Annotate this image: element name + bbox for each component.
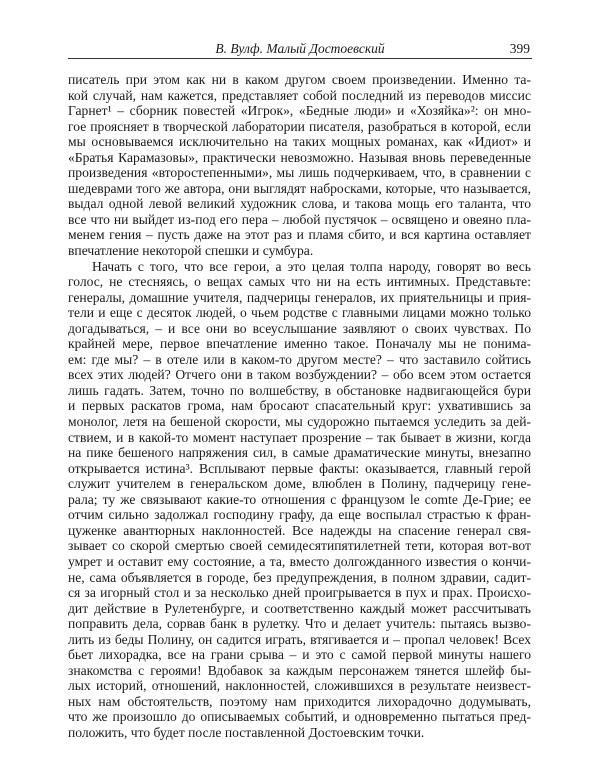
text-line: положить, что будет после поставленной Достоевским точки. [68, 724, 425, 740]
page-number: 399 [509, 41, 530, 56]
text-line: лить из беды Полину, он садится играть, втягивается и – пропал человек! Всех [68, 631, 531, 647]
text-line: ем: где мы? – в отеле или в каком-то другом месте? – что заставило сойтись [68, 351, 531, 367]
text-line: Начать с того, что все герои, а это целая толпа народу, говорят во весь [92, 258, 531, 274]
paragraph [68, 259, 531, 741]
text-line: голос, не стесняясь, о вещах самых что ни на есть интимных. Представьте: [68, 274, 531, 290]
text-line: на пике бешеного напряжения сил, в самые драматические минуты, внезапно [68, 445, 531, 461]
text-line: менем гения – пусть даже на этот раз и пламя сбито, и вся картина оставляет [68, 227, 531, 243]
text-line: все что ни выйдет из-под его пера – любой пустячок – освящено и овеяно пла- [68, 211, 531, 227]
text-line: Гарнет¹ – сборник повестей «Игрок», «Бедные люди» и «Хозяйка»²: он мно- [68, 103, 531, 119]
text-line: «Братья Карамазовы», практически невозможно. Называя вновь переведенные [68, 149, 531, 165]
text-line: писатель при этом как ни в каком другом своем произведении. Именно та- [68, 72, 531, 87]
text-line: мы основываемся исключительно на таких мощных романах, как «Идиот» и [68, 134, 531, 150]
text-line: отчим сильно задолжал господину графу, да еще воспылал страстью к фран- [68, 507, 531, 523]
text-line: не, сама объявляется в городе, без предупреждения, в полном здравии, садит- [68, 569, 531, 585]
text-line: дит действие в Рулетенбурге, и соответственно каждый может рассчитывать [68, 600, 531, 616]
running-header [68, 40, 532, 59]
text-line: ствием, и в какой-то момент наступает прозрение – так бывает в жизни, когда [68, 429, 531, 445]
text-line: произведения «второстепенными», мы лишь подчеркиваем, что, в сравнении с [68, 165, 531, 181]
text-line: всех этих людей? Отчего они в таком возбуждении? – обо всем этом остается [68, 367, 531, 383]
running-title: В. Вулф. Малый Достоевский [215, 41, 385, 56]
text-line: крайней мере, первое впечатление именно такое. Поначалу мы не понима- [68, 336, 531, 352]
text-line: лых историй, отношений, наклонностей, сложившихся в результате неизвест- [68, 678, 531, 694]
text-line: служит учителем в генеральском доме, влюблен в Полину, падчерицу гене- [68, 476, 531, 492]
text-line: впечатление некоторой спешки и сумбура. [68, 243, 314, 259]
text-line: бьет лихорадка, все на грани срыва – и это с самой первой минуты нашего [68, 647, 531, 663]
text-line: цуженке авантюрных наклонностей. Все надежды на спасение генерал свя- [68, 522, 531, 538]
text-line: ся за игорный стол и за несколько дней проигрывается в пух и прах. Происхо- [68, 585, 531, 601]
text-line: рала; ту же связывают какие-то отношения с французом le comte Де-Грие; ее [68, 491, 531, 507]
text-line: ных нам обстоятельств, поэтому нам приходится лихорадочно додумывать, [68, 693, 531, 709]
text-line: выдал одной левой великий художник слова, и такова мощь его таланта, что [68, 196, 531, 212]
text-line: тели и еще с десяток людей, о чьем родстве с главными лицами можно только [68, 305, 531, 321]
text-line: зывает со скорой смертью своей семидесятипятилетней тети, которая вот-вот [68, 538, 531, 554]
text-line: открывается истина³. Всплывают первые факты: оказывается, главный герой [68, 460, 531, 476]
text-line: знакомства с героями! Вдобавок за каждым персонажем тянется шлейф бы- [68, 662, 531, 678]
body-text [68, 72, 531, 741]
text-line: генералы, домашние учителя, падчерицы генералов, их приятельницы и прия- [68, 289, 531, 305]
text-line: монолог, летя на бешеной скорости, мы судорожно пытаемся уследить за дей- [68, 414, 531, 430]
paragraph [68, 72, 531, 259]
text-line: кой случай, нам кажется, представляет собой последний из переводов миссис [68, 87, 531, 103]
text-line: умрет и оставит ему состояние, а та, вместо долгожданного известия о кончи- [68, 553, 531, 569]
text-line: шедеврами того же автора, они выглядят набросками, которые, что называется, [68, 180, 531, 196]
text-line: лишь гадать. Затем, точно по волшебству, в обстановке надвигающейся бури [68, 382, 531, 398]
text-line: что же произошло до описываемых событий, и одновременно пытаться пред- [68, 709, 531, 725]
text-line: догадываться, – и все они во всеуслышание заявляют о своих чувствах. По [68, 320, 531, 336]
text-line: и первых раскатов грома, нам бросают спасательный круг: ухватившись за [68, 398, 531, 414]
text-line: гое проясняет в творческой лаборатории писателя, разобраться в которой, если [68, 118, 531, 134]
text-line: поправить дела, сорвав банк в рулетку. Что и делает учитель: пытаясь вызво- [68, 616, 531, 632]
